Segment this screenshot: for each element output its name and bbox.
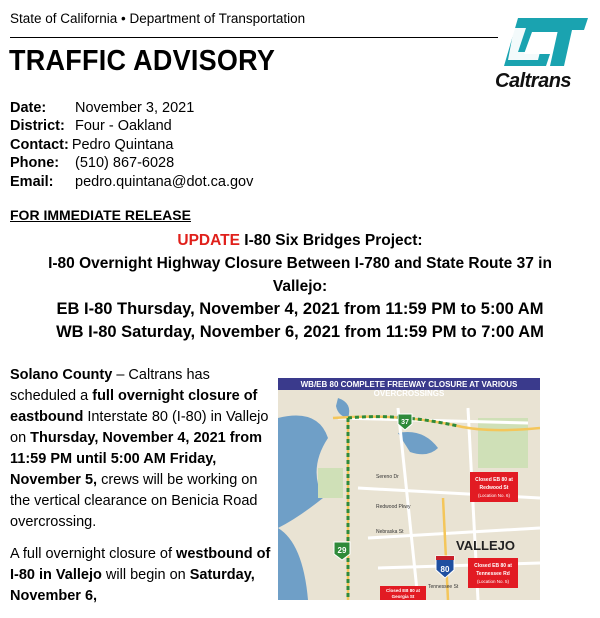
svg-text:37: 37 xyxy=(401,419,409,426)
svg-text:Redwood St: Redwood St xyxy=(479,485,509,491)
street-nebraska: Nebraska St xyxy=(376,529,404,535)
svg-text:29: 29 xyxy=(337,546,347,555)
svg-text:Closed EB 80 at: Closed EB 80 at xyxy=(475,477,513,483)
p2-bold-date: Saturday, November 6, xyxy=(10,567,255,604)
header-divider xyxy=(10,37,498,38)
department-line: State of California • Department of Transportation xyxy=(10,11,306,26)
headline-line2: I-80 Overnight Highway Closure Between I-780 and State Route 37 in xyxy=(48,255,552,272)
headline-wb-schedule: WB I-80 Saturday, November 6, 2021 from 11:59 PM to 7:00 AM xyxy=(56,323,544,341)
callout-tennessee xyxy=(468,558,518,588)
svg-text:Closed EB 80 at: Closed EB 80 at xyxy=(385,588,421,593)
paragraph-2 xyxy=(10,544,272,607)
update-tag: UPDATE xyxy=(177,232,240,249)
p1-text-b: Interstate 80 (I-80) in Vallejo on xyxy=(10,409,269,446)
callout-georgia xyxy=(380,586,426,600)
p2-bold-wb: westbound of I-80 in Vallejo xyxy=(10,546,271,583)
caltrans-wordmark: Caltrans xyxy=(495,70,572,92)
street-redwood: Redwood Pkwy xyxy=(376,504,411,510)
location-lead: Solano County xyxy=(10,367,113,383)
headline-line3: Vallejo: xyxy=(272,278,328,295)
svg-text:80: 80 xyxy=(440,565,450,574)
street-sereno: Sereno Dr xyxy=(376,474,399,480)
phone-label: Phone: xyxy=(10,155,60,172)
document-title: TRAFFIC ADVISORY xyxy=(9,45,276,77)
map-title: WB/EB 80 COMPLETE FREEWAY CLOSURE AT VARIOUS OVERCROSSINGS xyxy=(300,380,518,398)
svg-text:(Location No. 5): (Location No. 5) xyxy=(476,579,510,584)
body-text xyxy=(10,365,272,618)
svg-text:Tennessee Rd: Tennessee Rd xyxy=(476,571,510,577)
svg-text:Georgia St: Georgia St xyxy=(391,594,415,599)
p1-text-a: – Caltrans has scheduled a xyxy=(10,367,210,404)
contact-label: Contact: xyxy=(10,136,69,153)
p1-bold-closure: full overnight closure of eastbound xyxy=(10,388,258,425)
headline-block xyxy=(0,229,600,344)
callout-redwood xyxy=(470,472,518,502)
date-value: November 3, 2021 xyxy=(75,100,195,116)
contact-value: Pedro Quintana xyxy=(71,136,174,153)
district-label: District: xyxy=(10,118,65,135)
date-label: Date: xyxy=(10,100,47,116)
project-name: I-80 Six Bridges Project: xyxy=(239,232,423,249)
street-tennessee: Tennessee St xyxy=(428,584,459,590)
district-value: Four - Oakland xyxy=(75,118,172,135)
p2-text-b: will begin on xyxy=(101,567,190,583)
phone-value: (510) 867-6028 xyxy=(75,155,175,172)
city-label: VALLEJO xyxy=(456,538,515,553)
release-notice: FOR IMMEDIATE RELEASE xyxy=(10,207,191,223)
email-value[interactable]: pedro.quintana@dot.ca.gov xyxy=(75,173,254,190)
p1-text-c: crews will be working on the vertical clearance on Benicia Road overcrossing. xyxy=(10,472,258,530)
headline-eb-schedule: EB I-80 Thursday, November 4, 2021 from 11:59 PM to 5:00 AM xyxy=(56,300,544,318)
svg-text:Closed EB 80 at: Closed EB 80 at xyxy=(474,563,512,569)
contact-block xyxy=(10,99,253,191)
paragraph-1 xyxy=(10,365,272,533)
p2-text-a: A full overnight closure of xyxy=(10,546,177,562)
p1-bold-time: Thursday, November 4, 2021 from 11:59 PM until 5:00 AM Friday, November 5, xyxy=(10,430,262,488)
closure-map xyxy=(278,378,540,600)
email-label: Email: xyxy=(10,173,54,190)
svg-text:(Location No. 6): (Location No. 6) xyxy=(477,493,511,498)
